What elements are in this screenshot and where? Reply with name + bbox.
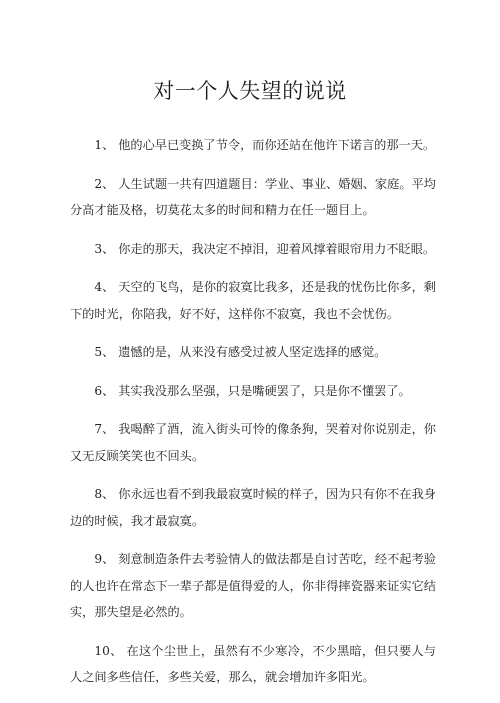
- paragraph-9: 9、 刻意制造条件去考验情人的做法都是自讨苦吃，经不起考验的人也许在常态下一辈子都是值得爱的人，你非得摔瓷器来证实它结实，那失望是必然的。: [70, 552, 436, 619]
- document-title: 对一个人失望的说说: [153, 79, 347, 103]
- paragraph-4: 4、 天空的飞鸟，是你的寂寞比我多，还是我的忧伤比你多，剩下的时光，你陪我，好不好，这样你不寂寞，我也不会忧伤。: [70, 280, 436, 321]
- paragraph-7: 7、 我喝醉了酒，流入街头可怜的像条狗，哭着对你说别走，你又无反顾笑笑也不回头。: [70, 422, 436, 463]
- paragraph-8: 8、 你永远也看不到我最寂寞时候的样子，因为只有你不在我身边的时候，我才最寂寞。: [70, 487, 436, 528]
- paragraph-6: 6、 其实我没那么坚强，只是嘴硬罢了，只是你不懂罢了。: [94, 383, 411, 398]
- paragraph-1: 1、 他的心早已变换了节令，而你还站在他许下诺言的那一天。: [94, 138, 436, 152]
- paragraph-10: 10、 在这个尘世上，虽然有不少寒冷，不少黑暗，但只要人与人之间多些信任，多些关爱，那么，就会增加许多阳光。: [70, 643, 436, 684]
- document-body: [70, 132, 436, 703]
- paragraph-5: 5、 遗憾的是，从来没有感受过被人坚定选择的感觉。: [94, 345, 387, 359]
- paragraph-3: 3、 你走的那天，我决定不掉泪，迎着风撑着眼帘用力不眨眼。: [94, 241, 436, 256]
- paragraph-2: 2、 人生试题一共有四道题目：学业、事业、婚姻、家庭。平均分高才能及格，切莫花太多的时间和精力在任一题目上。: [70, 176, 436, 217]
